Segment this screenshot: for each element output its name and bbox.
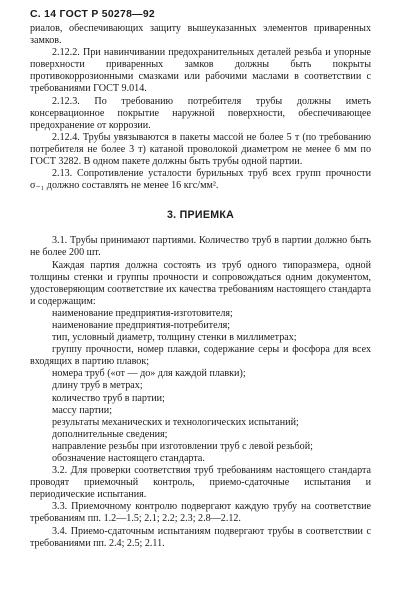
list-item: направление резьбы при изготовлении труб с левой резьбой; <box>52 440 313 452</box>
list-item: наименование предприятия-изготовителя; <box>52 307 233 319</box>
paragraph-2-13: 2.13. Сопротивление усталости бурильных труб всех групп прочности σ₋₁ должно составлять не менее 16 кгс/мм². <box>30 168 371 192</box>
paragraph-2-12-3: 2.12.3. По требованию потребителя трубы должны иметь консервационное покрытие наружной поверхности, обеспечивающее предохранение от коррозии. <box>30 95 371 131</box>
list-item: массу партии; <box>52 404 113 416</box>
page-header: С. 14 ГОСТ Р 50278—92 <box>30 9 155 20</box>
list-item: группу прочности, номер плавки, содержание серы и фосфора для всех входящих в партию плавок; <box>30 344 371 368</box>
list-item: количество труб в партии; <box>52 392 165 404</box>
paragraph-3-2: 3.2. Для проверки соответствия труб требованиям настоящего стандарта проводят приемочный контроль, приемо-сдаточные испытания и периодические испытания. <box>30 465 371 501</box>
list-item: номера труб («от — до» для каждой плавки); <box>52 368 246 380</box>
paragraph-2-12-2: 2.12.2. При навинчивании предохранительных деталей резьба и упорные поверхности приваренных замков должны быть покрыты противокоррозионными смазками или рабочими маслами в соответствии с требованиями ГОСТ 9.014. <box>30 47 371 95</box>
paragraph-batch-requirements: Каждая партия должна состоять из труб одного типоразмера, одной толщины стенки и группы прочности и сопровождаться одним документом, удостоверяющим соответствие их качества требованиям настоящего стандарта и содержащим: <box>30 259 371 307</box>
paragraph-continuation: риалов, обеспечивающих защиту вышеуказанных элементов приваренных замков. <box>30 23 371 47</box>
paragraph-3-3: 3.3. Приемочному контролю подвергают каждую трубу на соответствие требованиям пп. 1.2—1.5; 2.1; 2.2; 2.3; 2.8—2.12. <box>30 501 371 525</box>
list-item: длину труб в метрах; <box>52 380 143 392</box>
list-item: тип, условный диаметр, толщину стенки в миллиметрах; <box>52 332 297 344</box>
paragraph-2-12-4: 2.12.4. Трубы увязываются в пакеты массой не более 5 т (по требованию потребителя не более 3 т) катаной проволокой диаметром не менее 6 мм по ГОСТ 3282. В одном пакете должны быть трубы одной партии. <box>30 131 371 168</box>
list-item: результаты механических и технологических испытаний; <box>52 416 299 428</box>
paragraph-3-4: 3.4. Приемо-сдаточным испытаниям подвергают трубы в соответствии с требованиями пп. 2.4; 2.5; 2.11. <box>30 525 371 549</box>
list-item: обозначение настоящего стандарта. <box>52 453 205 464</box>
section-title: 3. ПРИЕМКА <box>166 209 235 222</box>
paragraph-3-1: 3.1. Трубы принимают партиями. Количество труб в партии должно быть не более 200 шт. <box>30 235 371 259</box>
list-item: наименование предприятия-потребителя; <box>52 319 231 331</box>
list-item: дополнительные сведения; <box>52 428 168 440</box>
